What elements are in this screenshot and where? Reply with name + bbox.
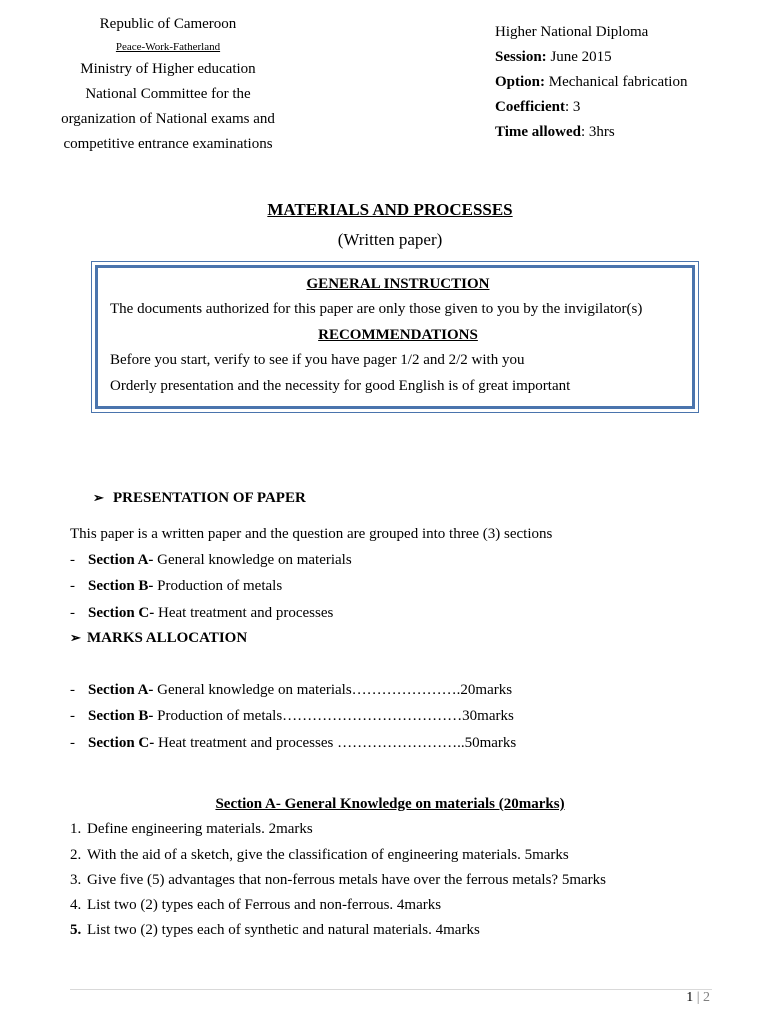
question-number: 5. — [70, 922, 82, 938]
question-text: List two (2) types each of Ferrous and non-ferrous. 4marks — [87, 897, 442, 913]
general-instruction-text: The documents authorized for this paper are only those given to you by the invigilator(s) — [110, 301, 643, 317]
list-item — [70, 605, 333, 622]
instruction-box-inner — [95, 265, 695, 409]
country-name: Republic of Cameroon — [99, 16, 237, 32]
question-item — [70, 922, 480, 939]
section-label: Section B- — [88, 708, 154, 724]
recommendations-heading: RECOMMENDATIONS — [318, 327, 478, 343]
committee-line-3: competitive entrance examinations — [63, 136, 273, 152]
ministry-name: Ministry of Higher education — [80, 61, 256, 77]
question-text: Define engineering materials. 2marks — [87, 821, 313, 837]
section-text: Production of metals — [153, 578, 283, 594]
arrow-bullet-icon: ➢ — [70, 630, 81, 645]
option-label: Option: — [495, 74, 546, 90]
paper-title: MATERIALS AND PROCESSES — [267, 200, 513, 219]
time-value: : 3hrs — [580, 124, 615, 140]
committee-line-1: National Committee for the — [85, 86, 251, 102]
time-label: Time allowed — [495, 124, 581, 140]
marks-heading-line — [70, 630, 247, 647]
diploma-name: Higher National Diploma — [495, 24, 649, 40]
section-text: Production of metals………………………………30marks — [153, 708, 514, 724]
session-label: Session: — [495, 49, 547, 65]
instruction-content — [110, 272, 686, 400]
question-item — [70, 872, 606, 889]
recommendation-2: Orderly presentation and the necessity for good English is of great important — [110, 378, 571, 394]
dash-bullet: - — [70, 708, 75, 724]
instruction-box — [91, 261, 699, 413]
question-text: Give five (5) advantages that non-ferrous metals have over the ferrous metals? 5marks — [87, 872, 606, 888]
section-text: Heat treatment and processes ……………………..50marks — [154, 735, 517, 751]
question-number: 4. — [70, 897, 82, 913]
presentation-heading-line — [93, 490, 306, 507]
option-line — [495, 70, 687, 95]
header-left-block — [40, 12, 296, 157]
arrow-bullet-icon: ➢ — [93, 490, 104, 505]
page-footer — [686, 990, 710, 1006]
section-label: Section A- — [88, 682, 154, 698]
list-item — [70, 682, 512, 699]
time-line — [495, 120, 687, 145]
footer-divider — [70, 989, 712, 990]
presentation-intro: This paper is a written paper and the question are grouped into three (3) sections — [70, 526, 553, 542]
section-label: Section A- — [88, 552, 154, 568]
dash-bullet: - — [70, 605, 75, 621]
section-label: Section C- — [88, 735, 155, 751]
national-motto: Peace-Work-Fatherland — [115, 41, 221, 53]
list-item — [70, 578, 282, 595]
option-value: Mechanical fabrication — [545, 74, 688, 90]
page-total: 2 — [703, 990, 710, 1005]
section-label: Section B- — [88, 578, 154, 594]
committee-line-2: organization of National exams and — [61, 111, 275, 127]
page-number: 1 — [686, 990, 694, 1005]
question-number: 2. — [70, 847, 82, 863]
section-text: General knowledge on materials — [153, 552, 352, 568]
question-text: List two (2) types each of synthetic and natural materials. 4marks — [87, 922, 480, 938]
section-a-heading: Section A- General Knowledge on materials (20marks) — [215, 796, 565, 812]
session-line — [495, 45, 687, 70]
session-value: June 2015 — [546, 49, 612, 65]
question-number: 3. — [70, 872, 82, 888]
recommendation-1: Before you start, verify to see if you have pager 1/2 and 2/2 with you — [110, 352, 525, 368]
question-item — [70, 897, 441, 914]
dash-bullet: - — [70, 735, 75, 751]
paper-subtitle: (Written paper) — [337, 230, 443, 249]
list-item — [70, 552, 352, 569]
coefficient-value: : 3 — [564, 99, 581, 115]
section-label: Section C- — [88, 605, 155, 621]
question-number: 1. — [70, 821, 82, 837]
header-right-block — [495, 20, 687, 145]
coefficient-label: Coefficient — [495, 99, 565, 115]
section-text: Heat treatment and processes — [154, 605, 334, 621]
general-instruction-heading: GENERAL INSTRUCTION — [306, 276, 490, 292]
list-item — [70, 708, 514, 725]
question-item — [70, 821, 313, 838]
list-item — [70, 735, 516, 752]
marks-heading: MARKS ALLOCATION — [87, 630, 248, 646]
question-item — [70, 847, 569, 864]
page-separator: | — [696, 990, 700, 1005]
coefficient-line — [495, 95, 687, 120]
question-text: With the aid of a sketch, give the classification of engineering materials. 5marks — [87, 847, 569, 863]
dash-bullet: - — [70, 552, 75, 568]
presentation-heading: PRESENTATION OF PAPER — [113, 490, 306, 506]
dash-bullet: - — [70, 682, 75, 698]
section-text: General knowledge on materials………………….20marks — [153, 682, 513, 698]
dash-bullet: - — [70, 578, 75, 594]
